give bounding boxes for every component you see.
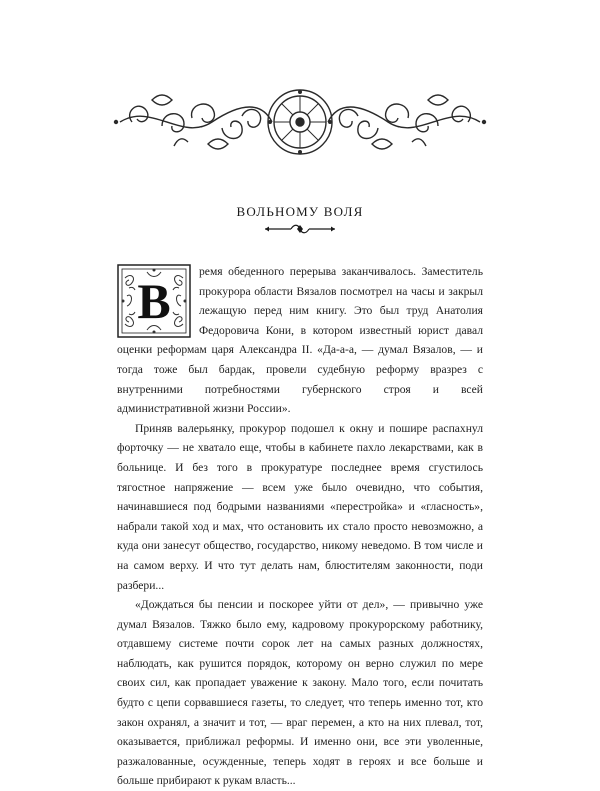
paragraph-2: Приняв валерьянку, прокурор подошел к окну и пошире распахнул форточку — не хватало еще, чтобы в кабинете пахло лекарствами, как в больнице. И без того в прокуратуре последнее время сгустилось тягостное напряжение — всем уже было очевидно, что события, начинавшиеся под бодрыми названиями «перестройка» и «гласность», набрали такой ход и мах, что остановить их стало просто невозможно, а куда они занесут общество, государство, никому неведомо. В том числе и на самом верху. И что тут делать нам, блюстителям законности, поди разбери... (117, 421, 483, 592)
dropcap-letter: В (137, 273, 171, 329)
paragraph-3: «Дождаться бы пенсии и поскорее уйти от дел», — привычно уже думал Вязалов. Тяжко было ему, кадровому прокурорскому работнику, отдавшему системе почти сорок лет на самых разных должностях, наблюдать, как рушится порядок, которому он верно служил по мере своих сил, как пропадает уважение к закону. Мало того, если почитать будто с цепи сорвавшиеся газеты, то следует, что теперь именно тот, кто закон охранял, а значит и тот, — враг перемен, а кто на них плевал, тот, оказывается, приближал реформы. И именно они, все эти уволенные, разжалованные, осужденные, теперь ходят в героях и все больше и больше прибирают к рукам власть... (117, 598, 483, 788)
chapter-title: ВОЛЬНОМУ ВОЛЯ (236, 204, 364, 219)
body-text (117, 262, 483, 791)
header-ornament (112, 82, 488, 162)
dropcap (117, 264, 191, 338)
paragraph-1-text: ремя обеденного перерыва заканчивалось. Заместитель прокурора области Вязалов посмотрел на часы и закрыл лежащую перед ним книгу. Это был труд Анатолия Федоровича Кони, в котором известный юрист давал оценки реформам царя Александра II. «Да-а-а, — думал Вязалов, — и тогда тоже был бардак, провели судебную реформу вразрез с внутренними потребностями губернского строя и всей административной жизни России». (117, 265, 483, 416)
paragraph-1 (117, 262, 483, 419)
title-flourish (263, 223, 337, 235)
